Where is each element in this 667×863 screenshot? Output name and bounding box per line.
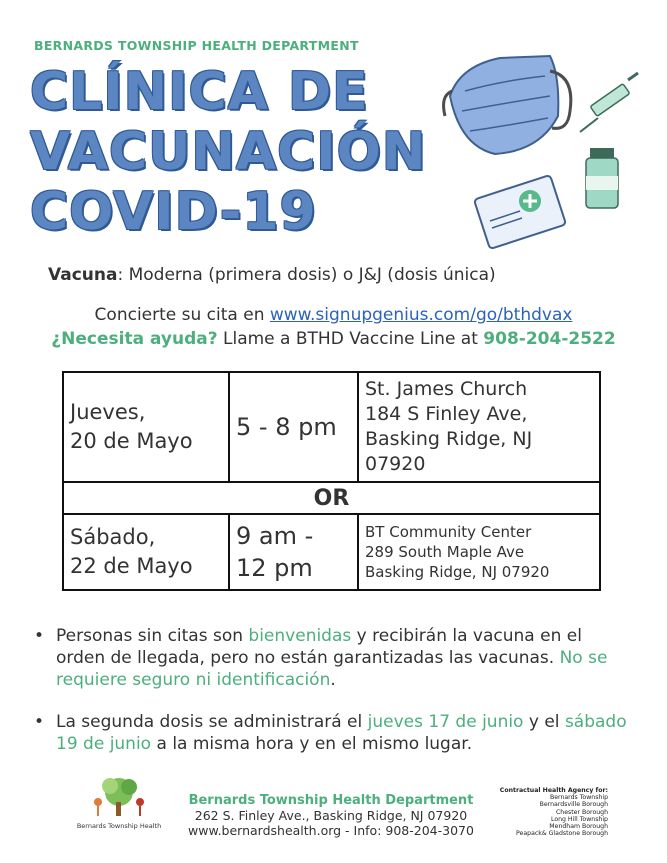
list-item [34,711,634,755]
vial-icon [586,148,618,208]
syringe-icon [580,73,638,132]
bullet-highlight: sábado 19 de junio [56,712,627,754]
agency-item: Mendham Borough [549,823,608,831]
bullet-part: a la misma hora y en el mismo lugar. [151,734,473,754]
help-phone: 908-204-2522 [483,329,616,349]
tree-logo-icon [76,772,162,842]
vaccine-info [48,265,496,285]
agency-item: Peapack& Gladstone Borough [516,830,608,838]
vaccine-text: : Moderna (primera dosis) o J&J (dosis única) [117,265,496,285]
bullet-text [56,625,634,691]
bullet-highlight: jueves 17 de junio [367,712,524,732]
row2-day-line: Sábado, [70,525,156,549]
vaccination-card-icon [474,175,566,249]
bullet-part: Personas sin citas son [56,626,249,646]
appointment-prefix: Concierte su cita en [94,305,270,325]
help-question: ¿Necesita ayuda? [51,329,218,349]
footer-web-info: www.bernardshealth.org - Info: 908-204-3070 [188,823,474,838]
agency-item: Long Hill Township [550,815,608,823]
table-row [63,372,600,482]
row1-day [63,372,229,482]
row2-time-line: 9 am - [236,522,314,550]
or-separator: OR [63,482,600,514]
row1-location [358,372,600,482]
agency-heading: Contractual Health Agency for: [499,787,608,794]
bullet-part: y recibirán la vacuna en el orden de llegada, pero no están garantizadas las vacunas. [56,626,582,668]
row1-location-line: Basking Ridge, NJ [365,428,533,450]
row2-location-line: Basking Ridge, NJ 07920 [365,563,550,581]
logo-text: Bernards Township Health [76,822,162,830]
health-dept-logo [76,772,162,842]
agency-item: Bernards Township [549,794,608,802]
schedule-table [62,371,601,591]
footer-address: 262 S. Finley Ave., Basking Ridge, NJ 07920 [194,808,468,823]
row1-time [229,372,358,482]
title-line-1: CLÍNICA DE [30,62,369,122]
bullet-text [56,711,634,755]
agency-item: Chester Borough [555,808,608,816]
bullet-part: La segunda dosis se administrará el [56,712,368,732]
row2-location-line: BT Community Center [365,523,532,541]
title-line-2: VACUNACIÓN [30,122,427,182]
appointment-line [0,305,667,325]
row1-day-line: 20 de Mayo [70,429,193,453]
bullet-highlight: No se requiere seguro ni identificación [56,648,608,690]
bullet-part: . [330,670,336,690]
vaccine-label: Vacuna [48,265,118,285]
bullet-dot: • [34,626,45,646]
table-row [63,482,600,514]
agency-list [496,787,608,837]
row2-location-line: 289 South Maple Ave [365,543,525,561]
signup-link[interactable]: www.signupgenius.com/go/bthdvax [269,305,573,325]
help-line [0,329,667,349]
row1-day-line: Jueves, [70,400,146,424]
row1-location-line: St. James Church [365,378,528,400]
row1-location-line: 07920 [365,453,426,475]
row2-day-line: 22 de Mayo [70,554,193,578]
bullet-highlight: bienvenidas [248,626,352,646]
row2-time-line: 12 pm [236,554,313,582]
face-mask-icon [444,56,571,154]
list-item [34,625,634,691]
row1-location-line: 184 S Finley Ave, [365,403,528,425]
row2-day [63,514,229,590]
vaccine-illustration [440,36,640,246]
bullet-dot: • [34,712,45,732]
row1-time-line: 5 - 8 pm [236,413,337,441]
help-text: Llame a BTHD Vaccine Line at [217,329,484,349]
agency-item: Bernardsville Borough [539,801,608,809]
row2-time [229,514,358,590]
title-line-3: COVID-19 [30,182,317,242]
bullet-list [34,625,634,775]
footer-contact [176,793,486,838]
footer-dept-name: Bernards Township Health Department [188,793,474,808]
department-name: BERNARDS TOWNSHIP HEALTH DEPARTMENT [34,38,359,53]
row2-location [358,514,600,590]
bullet-part: y el [523,712,565,732]
table-row [63,514,600,590]
